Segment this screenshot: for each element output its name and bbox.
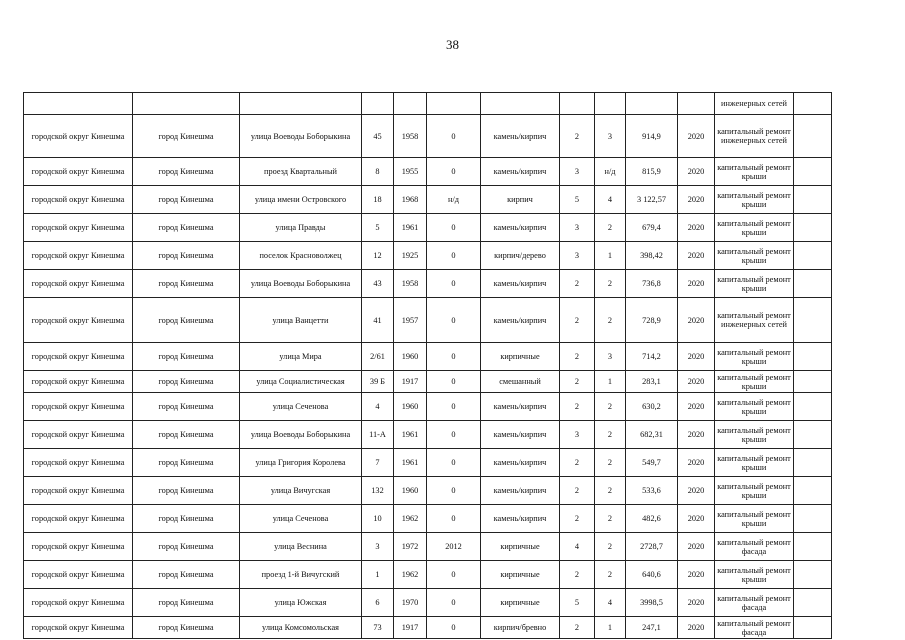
cell-wall-material: камень/кирпич: [481, 421, 560, 449]
cell-build-year: 1961: [394, 449, 427, 477]
cell-street: улица Южская: [240, 589, 362, 617]
cell-entrances: 2: [595, 214, 626, 242]
cell-settlement: город Кинешма: [133, 561, 240, 589]
cell-entrances: 2: [595, 298, 626, 343]
cell-house-number: 7: [362, 449, 394, 477]
cell-entrances: 2: [595, 477, 626, 505]
cell-wall-material: кирпич/дерево: [481, 242, 560, 270]
cell-plan-year: 2020: [678, 589, 715, 617]
cell-settlement: город Кинешма: [133, 298, 240, 343]
cell-floors: 2: [560, 371, 595, 393]
cell-overhaul-year: 0: [427, 617, 481, 639]
cell-work-type: капитальный ремонт инженерных сетей: [715, 115, 794, 158]
cell-area: 533,6: [626, 477, 678, 505]
cell-overhaul-year: 0: [427, 371, 481, 393]
cell-plan-year: 2020: [678, 158, 715, 186]
cell-overhaul-year: 2012: [427, 533, 481, 561]
cell-build-year: 1972: [394, 533, 427, 561]
cell-work-type: капитальный ремонт крыши: [715, 561, 794, 589]
cell-work-type: капитальный ремонт крыши: [715, 158, 794, 186]
cell-municipality: городской округ Кинешма: [24, 158, 133, 186]
cell-build-year: 1970: [394, 589, 427, 617]
cell-wall-material: камень/кирпич: [481, 449, 560, 477]
cell-street: улица Сеченова: [240, 393, 362, 421]
cell-overhaul-year: 0: [427, 393, 481, 421]
cell-house-number: 41: [362, 298, 394, 343]
cell-overhaul-year: 0: [427, 115, 481, 158]
cell-work-type: капитальный ремонт крыши: [715, 505, 794, 533]
cell-house-number: 39 Б: [362, 371, 394, 393]
cell-entrances: 3: [595, 115, 626, 158]
cell-plan-year: 2020: [678, 242, 715, 270]
cell-plan-year: 2020: [678, 298, 715, 343]
table-row: [24, 617, 832, 639]
cell-house-number: [362, 93, 394, 115]
table-row: [24, 115, 832, 158]
cell-house-number: 2/61: [362, 343, 394, 371]
cell-street: проезд Квартальный: [240, 158, 362, 186]
cell-work-type: капитальный ремонт крыши: [715, 242, 794, 270]
cell-entrances: 2: [595, 393, 626, 421]
cell-area: 679,4: [626, 214, 678, 242]
cell-area: 914,9: [626, 115, 678, 158]
cell-settlement: город Кинешма: [133, 214, 240, 242]
cell-settlement: город Кинешма: [133, 270, 240, 298]
cell-entrances: 1: [595, 617, 626, 639]
repair-registry-table: [23, 92, 832, 639]
cell-plan-year: 2020: [678, 371, 715, 393]
cell-work-type: капитальный ремонт крыши: [715, 214, 794, 242]
cell-area: 549,7: [626, 449, 678, 477]
cell-work-type: капитальный ремонт фасада: [715, 589, 794, 617]
cell-overhaul-year: 0: [427, 242, 481, 270]
cell-wall-material: камень/кирпич: [481, 393, 560, 421]
cell-spacer: [794, 93, 832, 115]
cell-municipality: городской округ Кинешма: [24, 449, 133, 477]
table-row: [24, 158, 832, 186]
cell-spacer: [794, 505, 832, 533]
cell-house-number: 3: [362, 533, 394, 561]
cell-street: улица Ванцетти: [240, 298, 362, 343]
cell-settlement: город Кинешма: [133, 617, 240, 639]
cell-municipality: городской округ Кинешма: [24, 561, 133, 589]
cell-municipality: городской округ Кинешма: [24, 343, 133, 371]
cell-wall-material: камень/кирпич: [481, 270, 560, 298]
cell-settlement: город Кинешма: [133, 533, 240, 561]
cell-build-year: 1960: [394, 343, 427, 371]
table-row: [24, 371, 832, 393]
cell-floors: 2: [560, 270, 595, 298]
cell-spacer: [794, 589, 832, 617]
cell-wall-material: кирпичные: [481, 561, 560, 589]
cell-settlement: город Кинешма: [133, 589, 240, 617]
cell-house-number: 6: [362, 589, 394, 617]
cell-house-number: 4: [362, 393, 394, 421]
cell-street: проезд 1-й Вичугский: [240, 561, 362, 589]
cell-floors: 2: [560, 298, 595, 343]
cell-street: [240, 93, 362, 115]
cell-plan-year: 2020: [678, 186, 715, 214]
cell-street: улица Григория Королева: [240, 449, 362, 477]
cell-overhaul-year: [427, 93, 481, 115]
cell-plan-year: 2020: [678, 533, 715, 561]
table-row: [24, 242, 832, 270]
cell-wall-material: камень/кирпич: [481, 505, 560, 533]
cell-municipality: [24, 93, 133, 115]
cell-overhaul-year: 0: [427, 298, 481, 343]
cell-house-number: 8: [362, 158, 394, 186]
cell-entrances: 1: [595, 242, 626, 270]
cell-build-year: 1957: [394, 298, 427, 343]
cell-wall-material: [481, 93, 560, 115]
cell-street: улица Воеводы Боборыкина: [240, 115, 362, 158]
cell-entrances: 2: [595, 449, 626, 477]
cell-floors: 3: [560, 242, 595, 270]
cell-floors: 4: [560, 533, 595, 561]
cell-street: улица Воеводы Боборыкина: [240, 421, 362, 449]
cell-house-number: 43: [362, 270, 394, 298]
cell-overhaul-year: 0: [427, 505, 481, 533]
cell-overhaul-year: 0: [427, 270, 481, 298]
cell-street: улица Сеченова: [240, 505, 362, 533]
cell-area: 736,8: [626, 270, 678, 298]
table-row: [24, 533, 832, 561]
cell-work-type: капитальный ремонт крыши: [715, 449, 794, 477]
cell-overhaul-year: 0: [427, 589, 481, 617]
cell-build-year: 1917: [394, 617, 427, 639]
cell-municipality: городской округ Кинешма: [24, 589, 133, 617]
cell-floors: 3: [560, 158, 595, 186]
cell-build-year: 1961: [394, 421, 427, 449]
cell-settlement: город Кинешма: [133, 158, 240, 186]
table-row: [24, 561, 832, 589]
cell-entrances: 2: [595, 561, 626, 589]
cell-spacer: [794, 242, 832, 270]
cell-settlement: город Кинешма: [133, 115, 240, 158]
cell-area: 283,1: [626, 371, 678, 393]
cell-municipality: городской округ Кинешма: [24, 186, 133, 214]
cell-street: улица Веснина: [240, 533, 362, 561]
cell-house-number: 1: [362, 561, 394, 589]
cell-overhaul-year: н/д: [427, 186, 481, 214]
cell-entrances: 2: [595, 533, 626, 561]
cell-municipality: городской округ Кинешма: [24, 533, 133, 561]
cell-municipality: городской округ Кинешма: [24, 393, 133, 421]
cell-plan-year: 2020: [678, 505, 715, 533]
cell-house-number: 11-А: [362, 421, 394, 449]
table-row: [24, 186, 832, 214]
cell-settlement: город Кинешма: [133, 343, 240, 371]
cell-overhaul-year: 0: [427, 561, 481, 589]
cell-floors: 2: [560, 115, 595, 158]
table-row: [24, 93, 832, 115]
cell-floors: 2: [560, 343, 595, 371]
cell-work-type: капитальный ремонт крыши: [715, 393, 794, 421]
cell-spacer: [794, 617, 832, 639]
cell-settlement: город Кинешма: [133, 505, 240, 533]
cell-spacer: [794, 477, 832, 505]
cell-floors: [560, 93, 595, 115]
cell-plan-year: [678, 93, 715, 115]
page-number: 38: [446, 37, 459, 52]
cell-floors: 5: [560, 186, 595, 214]
table-row: [24, 298, 832, 343]
cell-spacer: [794, 421, 832, 449]
cell-entrances: н/д: [595, 158, 626, 186]
cell-area: 630,2: [626, 393, 678, 421]
cell-house-number: 132: [362, 477, 394, 505]
cell-area: 815,9: [626, 158, 678, 186]
cell-build-year: [394, 93, 427, 115]
cell-municipality: городской округ Кинешма: [24, 214, 133, 242]
cell-settlement: город Кинешма: [133, 393, 240, 421]
cell-area: 2728,7: [626, 533, 678, 561]
cell-build-year: 1960: [394, 393, 427, 421]
cell-street: улица имени Островского: [240, 186, 362, 214]
cell-municipality: городской округ Кинешма: [24, 617, 133, 639]
cell-spacer: [794, 186, 832, 214]
cell-spacer: [794, 343, 832, 371]
cell-plan-year: 2020: [678, 561, 715, 589]
cell-build-year: 1961: [394, 214, 427, 242]
cell-area: 398,42: [626, 242, 678, 270]
cell-build-year: 1968: [394, 186, 427, 214]
cell-entrances: 4: [595, 186, 626, 214]
cell-floors: 3: [560, 214, 595, 242]
cell-house-number: 45: [362, 115, 394, 158]
cell-street: улица Правды: [240, 214, 362, 242]
cell-plan-year: 2020: [678, 343, 715, 371]
cell-plan-year: 2020: [678, 393, 715, 421]
cell-street: улица Вичугская: [240, 477, 362, 505]
cell-settlement: город Кинешма: [133, 242, 240, 270]
table-row: [24, 449, 832, 477]
cell-street: улица Комсомольская: [240, 617, 362, 639]
cell-settlement: город Кинешма: [133, 371, 240, 393]
cell-settlement: город Кинешма: [133, 477, 240, 505]
cell-work-type: капитальный ремонт крыши: [715, 270, 794, 298]
cell-street: улица Социалистическая: [240, 371, 362, 393]
cell-spacer: [794, 270, 832, 298]
cell-spacer: [794, 561, 832, 589]
cell-entrances: 1: [595, 371, 626, 393]
cell-wall-material: кирпич: [481, 186, 560, 214]
cell-entrances: [595, 93, 626, 115]
cell-street: улица Воеводы Боборыкина: [240, 270, 362, 298]
cell-overhaul-year: 0: [427, 214, 481, 242]
cell-spacer: [794, 371, 832, 393]
cell-plan-year: 2020: [678, 477, 715, 505]
cell-area: 247,1: [626, 617, 678, 639]
table-body: [24, 93, 832, 639]
cell-house-number: 5: [362, 214, 394, 242]
cell-plan-year: 2020: [678, 617, 715, 639]
cell-work-type: капитальный ремонт крыши: [715, 477, 794, 505]
cell-municipality: городской округ Кинешма: [24, 270, 133, 298]
table-row: [24, 343, 832, 371]
cell-overhaul-year: 0: [427, 449, 481, 477]
cell-floors: 5: [560, 589, 595, 617]
cell-area: 482,6: [626, 505, 678, 533]
cell-plan-year: 2020: [678, 214, 715, 242]
cell-overhaul-year: 0: [427, 158, 481, 186]
table-row: [24, 393, 832, 421]
cell-overhaul-year: 0: [427, 343, 481, 371]
cell-settlement: город Кинешма: [133, 421, 240, 449]
table-row: [24, 505, 832, 533]
cell-area: 682,31: [626, 421, 678, 449]
cell-entrances: 2: [595, 270, 626, 298]
cell-work-type: капитальный ремонт фасада: [715, 617, 794, 639]
cell-municipality: городской округ Кинешма: [24, 298, 133, 343]
table-row: [24, 477, 832, 505]
cell-area: 3 122,57: [626, 186, 678, 214]
cell-entrances: 2: [595, 421, 626, 449]
cell-spacer: [794, 158, 832, 186]
cell-settlement: [133, 93, 240, 115]
cell-wall-material: кирпич/бревно: [481, 617, 560, 639]
cell-floors: 2: [560, 561, 595, 589]
table-row: [24, 589, 832, 617]
cell-wall-material: камень/кирпич: [481, 115, 560, 158]
cell-municipality: городской округ Кинешма: [24, 477, 133, 505]
cell-plan-year: 2020: [678, 270, 715, 298]
cell-spacer: [794, 449, 832, 477]
cell-floors: 2: [560, 617, 595, 639]
cell-overhaul-year: 0: [427, 421, 481, 449]
cell-wall-material: камень/кирпич: [481, 477, 560, 505]
cell-build-year: 1925: [394, 242, 427, 270]
table-row: [24, 421, 832, 449]
cell-spacer: [794, 298, 832, 343]
cell-work-type: капитальный ремонт крыши: [715, 371, 794, 393]
cell-wall-material: камень/кирпич: [481, 158, 560, 186]
cell-municipality: городской округ Кинешма: [24, 371, 133, 393]
cell-work-type: капитальный ремонт фасада: [715, 533, 794, 561]
cell-area: 3998,5: [626, 589, 678, 617]
cell-work-type: инженерных сетей: [715, 93, 794, 115]
cell-wall-material: кирпичные: [481, 589, 560, 617]
cell-plan-year: 2020: [678, 449, 715, 477]
cell-entrances: 4: [595, 589, 626, 617]
cell-floors: 3: [560, 421, 595, 449]
cell-build-year: 1962: [394, 505, 427, 533]
cell-spacer: [794, 533, 832, 561]
cell-build-year: 1955: [394, 158, 427, 186]
cell-floors: 2: [560, 393, 595, 421]
cell-plan-year: 2020: [678, 421, 715, 449]
cell-wall-material: камень/кирпич: [481, 298, 560, 343]
cell-entrances: 3: [595, 343, 626, 371]
cell-house-number: 10: [362, 505, 394, 533]
cell-build-year: 1958: [394, 115, 427, 158]
cell-work-type: капитальный ремонт крыши: [715, 343, 794, 371]
cell-work-type: капитальный ремонт крыши: [715, 186, 794, 214]
cell-municipality: городской округ Кинешма: [24, 115, 133, 158]
cell-street: улица Мира: [240, 343, 362, 371]
cell-house-number: 18: [362, 186, 394, 214]
cell-spacer: [794, 214, 832, 242]
cell-house-number: 73: [362, 617, 394, 639]
cell-build-year: 1962: [394, 561, 427, 589]
cell-municipality: городской округ Кинешма: [24, 421, 133, 449]
cell-area: 640,6: [626, 561, 678, 589]
cell-municipality: городской округ Кинешма: [24, 505, 133, 533]
cell-work-type: капитальный ремонт инженерных сетей: [715, 298, 794, 343]
cell-overhaul-year: 0: [427, 477, 481, 505]
cell-settlement: город Кинешма: [133, 449, 240, 477]
cell-wall-material: камень/кирпич: [481, 214, 560, 242]
cell-build-year: 1917: [394, 371, 427, 393]
cell-plan-year: 2020: [678, 115, 715, 158]
cell-entrances: 2: [595, 505, 626, 533]
cell-spacer: [794, 115, 832, 158]
cell-floors: 2: [560, 477, 595, 505]
cell-floors: 2: [560, 505, 595, 533]
cell-area: 728,9: [626, 298, 678, 343]
cell-house-number: 12: [362, 242, 394, 270]
cell-municipality: городской округ Кинешма: [24, 242, 133, 270]
cell-spacer: [794, 393, 832, 421]
table-row: [24, 214, 832, 242]
cell-build-year: 1960: [394, 477, 427, 505]
cell-area: 714,2: [626, 343, 678, 371]
cell-wall-material: кирпичные: [481, 533, 560, 561]
cell-wall-material: кирпичные: [481, 343, 560, 371]
cell-street: поселок Красноволжец: [240, 242, 362, 270]
cell-work-type: капитальный ремонт крыши: [715, 421, 794, 449]
cell-floors: 2: [560, 449, 595, 477]
cell-wall-material: смешанный: [481, 371, 560, 393]
cell-build-year: 1958: [394, 270, 427, 298]
table-row: [24, 270, 832, 298]
cell-settlement: город Кинешма: [133, 186, 240, 214]
cell-area: [626, 93, 678, 115]
